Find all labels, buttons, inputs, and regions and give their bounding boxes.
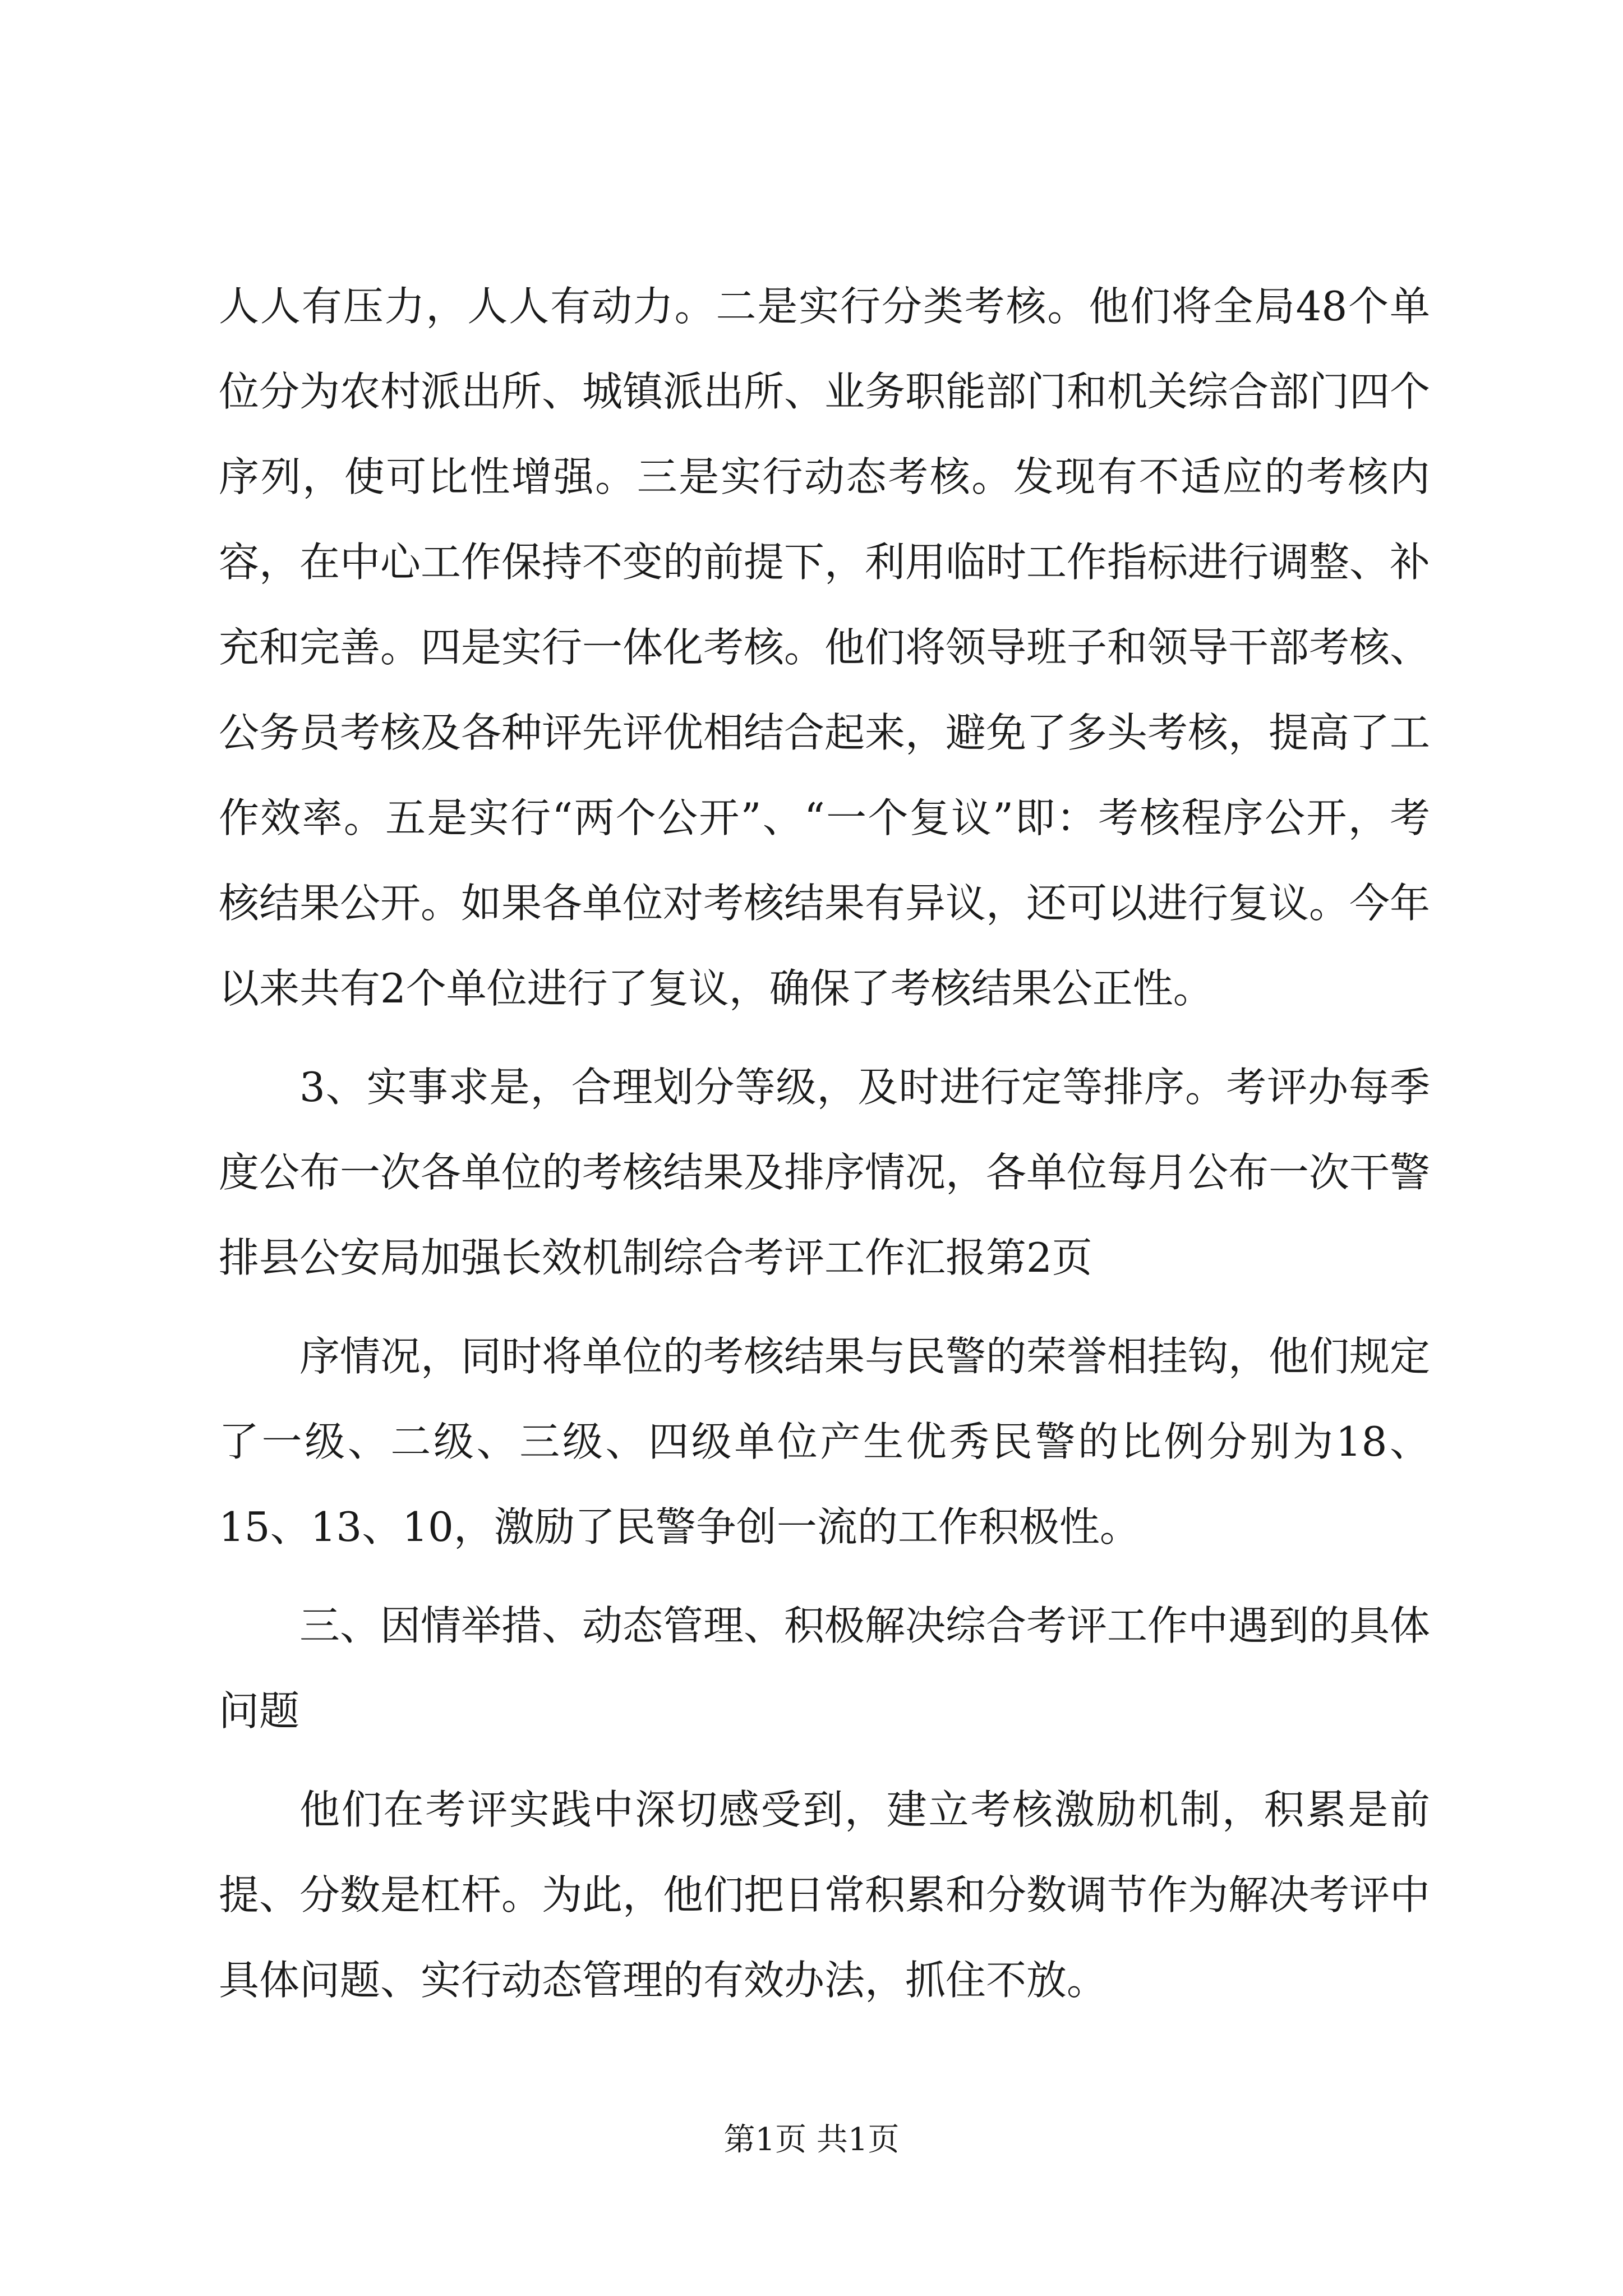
page-footer: 第1页 共1页 [723, 2122, 900, 2158]
document-body [219, 264, 1430, 2036]
paragraph-practice: 他们在考评实践中深切感受到，建立考核激励机制，积累是前提、分数是杠杆。为此，他们把日常积累和分数调节作为解决考评中具体问题、实行动态管理的有效办法，抓住不放。 [219, 1786, 1431, 2004]
section-heading-three: 三、因情举措、动态管理、积极解决综合考评工作中遇到的具体问题 [219, 1602, 1431, 1734]
paragraph-ranking: 3、实事求是，合理划分等级，及时进行定等排序。考评办每季度公布一次各单位的考核结果及排序情况，各单位每月公布一次干警排县公安局加强长效机制综合考评工作汇报第2页 [219, 1064, 1431, 1281]
paragraph-continuation: 人人有压力，人人有动力。二是实行分类考核。他们将全局48个单位分为农村派出所、城镇派出所、业务职能部门和机关综合部门四个序列，使可比性增强。三是实行动态考核。发现有不适应的考核内容，在中心工作保持不变的前提下，利用临时工作指标进行调整、补充和完善。四是实行一体化考核。他们将领导班子和领导干部考核、公务员考核及各种评先评优相结合起来，避免了多头考核，提高了工作效率。五是实行“两个公开”、“一个复议”即：考核程序公开，考核结果公开。如果各单位对考核结果有异议，还可以进行复议。今年以来共有2个单位进行了复议，确保了考核结果公正性。 [219, 283, 1431, 1012]
paragraph-ranking-continued: 序情况，同时将单位的考核结果与民警的荣誉相挂钩，他们规定了一级、二级、三级、四级单位产生优秀民警的比例分别为18、15、13、10，激励了民警争创一流的工作积极性。 [219, 1333, 1431, 1550]
